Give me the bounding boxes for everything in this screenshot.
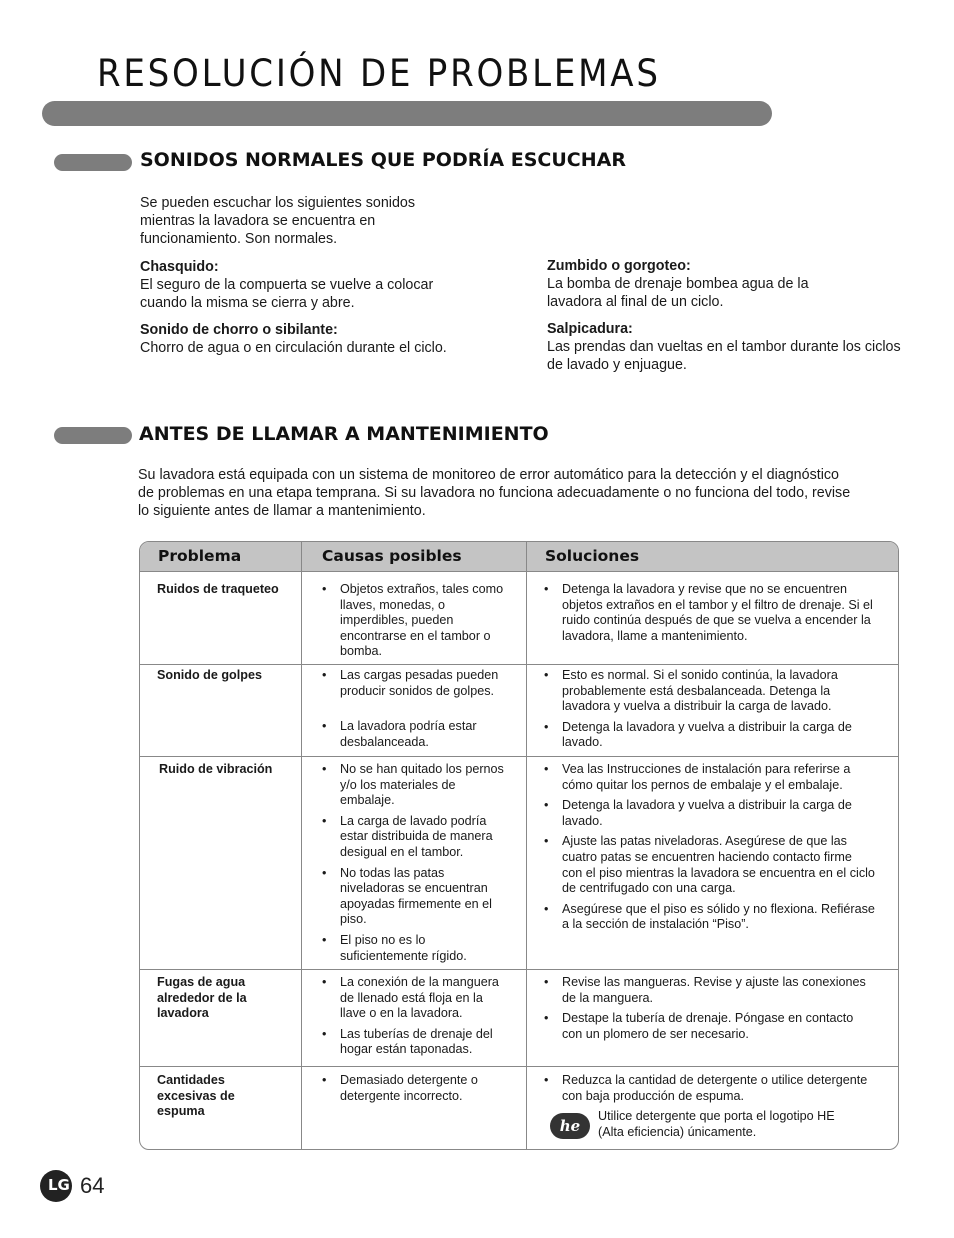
column-header-causes: Causas posibles <box>322 547 462 565</box>
causes-cell <box>318 582 508 660</box>
problem-cell: Cantidades excesivas de espuma <box>157 1073 235 1119</box>
row-divider <box>140 664 898 665</box>
solution-item: • Reduzca la cantidad de detergente o utilice detergente con baja producción de espuma. <box>540 1073 885 1104</box>
row-divider <box>140 756 898 757</box>
problem-cell: Sonido de golpes <box>157 668 262 682</box>
troubleshooting-table <box>139 541 899 1150</box>
cause-item: • No se han quitado los pernos y/o los materiales de embalaje. <box>318 762 508 809</box>
cause-item: • El piso no es lo suficientemente rígido. <box>318 933 508 964</box>
cause-item: • Las tuberías de drenaje del hogar están taponadas. <box>318 1027 508 1058</box>
page-title: RESOLUCIÓN DE PROBLEMAS <box>97 52 661 95</box>
solution-item: • Ajuste las patas niveladoras. Asegúrese de que las cuatro patas se encuentren haciendo contacto firme con el piso mientras la lavadora se encuentra en el ciclo de centrifugado con una carga. <box>540 834 875 896</box>
solution-item: • Detenga la lavadora y revise que no se encuentren objetos extraños en el tambor y el filtro de drenaje. Si el ruido continúa después de que se vuelva a encender la lavadora, llame a mantenimiento. <box>540 582 875 644</box>
section2-intro: Su lavadora está equipada con un sistema de monitoreo de error automático para la detección y el diagnóstico de problemas en una etapa temprana. Si su lavadora no funciona adecuadamente o no funciona del todo, revise lo siguiente antes de llamar a mantenimiento. <box>138 467 851 519</box>
solution-item: • Vea las Instrucciones de instalación para referirse a cómo quitar los pernos de embalaje y el embalaje. <box>540 762 875 793</box>
sound-label: Zumbido o gorgoteo: <box>547 258 691 274</box>
sound-label: Sonido de chorro o sibilante: <box>140 322 338 338</box>
lg-logo-icon <box>40 1170 72 1202</box>
sound-item <box>547 320 907 374</box>
page-number: 64 <box>80 1173 105 1198</box>
column-divider <box>526 542 527 1149</box>
solution-item: • Detenga la lavadora y vuelva a distribuir la carga de lavado. <box>540 798 875 829</box>
causes-cell <box>318 668 508 750</box>
section1-intro: Se pueden escuchar los siguientes sonidos mientras la lavadora se encuentra en funcionamiento. Son normales. <box>140 195 415 247</box>
solution-item: • Revise las mangueras. Revise y ajuste las conexiones de la manguera. <box>540 975 875 1006</box>
row-divider <box>140 969 898 970</box>
cause-item: • La carga de lavado podría estar distribuida de manera desigual en el tambor. <box>318 814 508 861</box>
solution-item: • Detenga la lavadora y vuelva a distribuir la carga de lavado. <box>540 720 875 751</box>
cause-item: • La lavadora podría estar desbalanceada. <box>318 719 508 750</box>
solution-item: • Asegúrese que el piso es sólido y no flexiona. Refiérase a la sección de instalación “Piso”. <box>540 902 875 933</box>
he-note: Utilice detergente que porta el logotipo HE (Alta eficiencia) únicamente. <box>598 1109 835 1139</box>
column-header-problem: Problema <box>158 547 242 565</box>
title-bar <box>42 101 772 126</box>
cause-item: • Las cargas pesadas pueden producir sonidos de golpes. <box>318 668 508 699</box>
section-pill <box>54 154 132 171</box>
sound-item <box>547 257 847 311</box>
he-logo-icon: he <box>550 1113 590 1139</box>
solutions-cell <box>540 668 875 751</box>
column-divider <box>301 542 302 1149</box>
sound-label: Chasquido: <box>140 259 219 275</box>
sound-text: El seguro de la compuerta se vuelve a colocar cuando la misma se cierra y abre. <box>140 277 434 311</box>
sound-item <box>140 321 500 357</box>
cause-item: • La conexión de la manguera de llenado está floja en la llave o en la lavadora. <box>318 975 508 1022</box>
problem-cell: Ruidos de traqueteo <box>157 582 279 596</box>
solutions-cell <box>540 975 875 1042</box>
problem-cell: Fugas de agua alrededor de la lavadora <box>157 975 247 1021</box>
solutions-cell <box>540 1073 885 1104</box>
section-pill <box>54 427 132 444</box>
causes-cell <box>318 762 508 964</box>
row-divider <box>140 1066 898 1067</box>
solutions-cell <box>540 582 875 644</box>
cause-item: • Objetos extraños, tales como llaves, monedas, o imperdibles, pueden encontrarse en el tambor o bomba. <box>318 582 508 660</box>
column-header-solutions: Soluciones <box>545 547 640 565</box>
lg-logo-text: LG <box>48 1176 70 1194</box>
sound-text: La bomba de drenaje bombea agua de la lavadora al final de un ciclo. <box>547 276 809 310</box>
section-title-before-service: ANTES DE LLAMAR A MANTENIMIENTO <box>139 423 549 445</box>
solutions-cell <box>540 762 875 933</box>
sound-item <box>140 258 480 312</box>
section-title-normal-sounds: SONIDOS NORMALES QUE PODRÍA ESCUCHAR <box>140 149 626 171</box>
table-header <box>140 542 898 572</box>
sound-text: Chorro de agua o en circulación durante el ciclo. <box>140 340 447 356</box>
problem-cell: Ruido de vibración <box>159 762 273 776</box>
causes-cell <box>318 975 508 1058</box>
cause-item: • No todas las patas niveladoras se encuentran apoyadas firmemente en el piso. <box>318 866 508 928</box>
causes-cell <box>318 1073 508 1104</box>
cause-item: • Demasiado detergente o detergente incorrecto. <box>318 1073 508 1104</box>
solution-item: • Destape la tubería de drenaje. Póngase en contacto con un plomero de ser necesario. <box>540 1011 875 1042</box>
sound-text: Las prendas dan vueltas en el tambor durante los ciclos de lavado y enjuague. <box>547 339 901 373</box>
solution-item: • Esto es normal. Si el sonido continúa, la lavadora probablemente está desbalanceada. Detenga la lavadora y vuelva a distribuir la carga de lavado. <box>540 668 875 715</box>
sound-label: Salpicadura: <box>547 321 633 337</box>
